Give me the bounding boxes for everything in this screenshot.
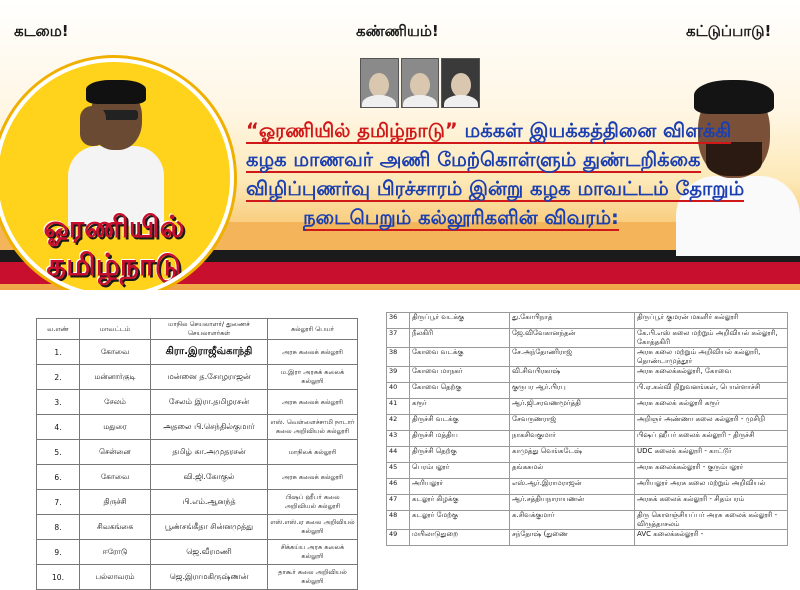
cell-serial: 6. <box>37 465 80 490</box>
cell-serial: 1. <box>37 340 80 365</box>
cell-serial: 38 <box>387 348 410 367</box>
headline-line3: விழிப்புணர்வு பிரச்சாரம் இன்று கழக மாவட்டம் தோறும் <box>246 177 745 200</box>
cell-district: கோவை <box>80 465 151 490</box>
cell-serial: 46 <box>387 479 410 495</box>
cell-serial: 3. <box>37 390 80 415</box>
table-row <box>387 399 788 415</box>
cell-college: பிஷப் ஹீபர் கலை அறிவியல் கல்லூரி <box>268 490 358 515</box>
cell-district: மதுரை <box>80 415 151 440</box>
cell-serial: 48 <box>387 511 410 530</box>
cell-college: எஸ். வெள்ளைச்சாமி நாடார் கலை அறிவியல் கல்லூரி <box>268 415 358 440</box>
cell-district: திருச்சி <box>80 490 151 515</box>
col-header-district: மாவட்டம் <box>80 319 151 340</box>
cell-serial: 8. <box>37 515 80 540</box>
cell-district: கோவை வடக்கு <box>410 348 510 367</box>
cell-serial: 37 <box>387 329 410 348</box>
cell-secretary: காமுத்து வெங்கடேஷ் <box>510 447 635 463</box>
cell-secretary: வி.சிவபிரகாஷ் <box>510 367 635 383</box>
cell-serial: 36 <box>387 313 410 329</box>
cell-college: AVC கலைக்கல்லூரி - <box>635 530 788 546</box>
cell-secretary: குருபர ஆர்.பிரபு <box>510 383 635 399</box>
cell-secretary: தங்கசுமல் <box>510 463 635 479</box>
cell-district: சென்னை <box>80 440 151 465</box>
cell-college: கே.பி.எஸ் கலை மற்றும் அறிவியல் கல்லூரி, கோத்தகிரி <box>635 329 788 348</box>
cell-secretary: தமிழ் கா.அமுதரசன் <box>151 440 268 465</box>
table-row <box>387 415 788 431</box>
cell-district: திருச்சி வடக்கு <box>410 415 510 431</box>
logo-text-line2: தமிழ்நாடு <box>46 248 182 283</box>
cell-serial: 40 <box>387 383 410 399</box>
cell-college: சிக்கய்ய அரசு கலைக் கல்லூரி <box>268 540 358 565</box>
cell-secretary: ஜே.விவேகானந்தன் <box>510 329 635 348</box>
cell-college: அரசுக் கலைக் கல்லூரி - சிதம்பரம் <box>635 495 788 511</box>
table-row <box>387 348 788 367</box>
leader-photo-left <box>56 80 176 220</box>
table-row <box>387 479 788 495</box>
cell-secretary: சந்தோஷ் (துணை <box>510 530 635 546</box>
cell-college: அரசு கலைக்கல்லூரி - குரும்பலூர் <box>635 463 788 479</box>
table-row <box>37 540 358 565</box>
table-row <box>37 490 358 515</box>
cell-district: ஈரோடு <box>80 540 151 565</box>
table-row <box>37 565 358 590</box>
slogan-discipline: கட்டுப்பாடு! <box>686 22 772 40</box>
cell-secretary: ஜெ.இராமகிருஷ்ணன் <box>151 565 268 590</box>
college-tables <box>0 300 800 585</box>
cell-district: நீலகிரி <box>410 329 510 348</box>
col-header-serial: வ.எண் <box>37 319 80 340</box>
cell-district: பல்லாவரம் <box>80 565 151 590</box>
slogan-dignity: கண்ணியம்! <box>356 22 439 40</box>
cell-secretary: சேவருணராஜ் <box>510 415 635 431</box>
cell-college: பிஷப் ஹீபர் கலைக் கல்லூரி - திருச்சி <box>635 431 788 447</box>
leaders-photo-strip <box>360 58 480 108</box>
cell-district: கோவை <box>80 340 151 365</box>
header-banner <box>0 0 800 290</box>
cell-college: அரசு கலைக்கல்லூரி, கோவை <box>635 367 788 383</box>
table-row <box>387 329 788 348</box>
cell-serial: 5. <box>37 440 80 465</box>
cell-secretary: நாகசிவகுமார் <box>510 431 635 447</box>
cell-district: கடலூர் மேற்கு <box>410 511 510 530</box>
table-row <box>37 440 358 465</box>
cell-secretary: கிரா.இராஜீவ்காந்தி <box>151 340 268 365</box>
cell-college: மாநிலக் கல்லூரி <box>268 440 358 465</box>
cell-serial: 39 <box>387 367 410 383</box>
table-row <box>37 515 358 540</box>
cell-serial: 2. <box>37 365 80 390</box>
cell-college: அரசு கலைக் கல்லூரி <box>268 340 358 365</box>
table-row <box>387 367 788 383</box>
college-table-right <box>386 312 788 546</box>
headline-quote: “ஓரணியில் தமிழ்நாடு” <box>246 119 458 142</box>
col-header-college: கல்லூரி பெயர் <box>268 319 358 340</box>
cell-district: கரூர் <box>410 399 510 415</box>
cell-serial: 45 <box>387 463 410 479</box>
cell-secretary: து.கோபிநாத் <box>510 313 635 329</box>
table-row <box>387 495 788 511</box>
cell-secretary: வி.ஜி.கோகுல் <box>151 465 268 490</box>
leader-portrait-3 <box>441 58 480 108</box>
cell-secretary: சேலம் இரா.தமிழரசன் <box>151 390 268 415</box>
cell-college: அரசு கலைக் கல்லூரி <box>268 465 358 490</box>
cell-college: பி.ஏ.கல்வி நிறுவனங்கள், பொள்ளாச்சி <box>635 383 788 399</box>
cell-college: திரு கொளஞ்சியப்பர் அரசு கலைக் கல்லூரி - விருத்தாசலம் <box>635 511 788 530</box>
table-row <box>387 511 788 530</box>
cell-serial: 42 <box>387 415 410 431</box>
cell-secretary: பூண்சங்கீதா சின்னமுத்து <box>151 515 268 540</box>
cell-secretary: ஜெ.வீரமணி <box>151 540 268 565</box>
table-row <box>387 313 788 329</box>
cell-secretary: ஆர்.ஜி.சரவணமூர்த்தி <box>510 399 635 415</box>
table-row <box>387 431 788 447</box>
logo-text-line1: ஓரணியில் <box>43 210 185 245</box>
cell-district: பெரம்பலூர் <box>410 463 510 479</box>
cell-secretary: எஸ்.ஆர்.இராமராஜன் <box>510 479 635 495</box>
cell-serial: 4. <box>37 415 80 440</box>
raised-fist <box>80 106 106 146</box>
cell-college: அரசு கலைக் கல்லூரி <box>268 390 358 415</box>
headline-line1: மக்கள் இயக்கத்தினை விளக்கி <box>457 119 732 142</box>
cell-college: அரியலூர் அரசு கலை மற்றும் அறிவியல் <box>635 479 788 495</box>
table-row <box>387 383 788 399</box>
cell-serial: 44 <box>387 447 410 463</box>
table-row <box>387 530 788 546</box>
table-row <box>37 390 358 415</box>
table-row <box>387 447 788 463</box>
cell-college: அறிஞர் அண்ணா கலை கல்லூரி - முசிறி <box>635 415 788 431</box>
cell-district: சிவகங்கை <box>80 515 151 540</box>
cell-secretary: ஆர்.சத்தியநாராயணன் <box>510 495 635 511</box>
cell-serial: 43 <box>387 431 410 447</box>
cell-secretary: க.சிவக்குமார் <box>510 511 635 530</box>
cell-college: திருப்பூர் குமரன் மகளிர் கல்லூரி <box>635 313 788 329</box>
cell-district: மன்னார்குடி <box>80 365 151 390</box>
headline <box>246 116 745 232</box>
table-row <box>37 465 358 490</box>
college-table-left <box>36 318 358 590</box>
table-row <box>37 340 358 365</box>
cell-college: தாகூர் கலை அறிவியல் கல்லூரி <box>268 565 358 590</box>
cell-district: திருப்பூர் வடக்கு <box>410 313 510 329</box>
cell-district: அரியலூர் <box>410 479 510 495</box>
cell-serial: 47 <box>387 495 410 511</box>
slogan-duty: கடமை! <box>14 22 69 40</box>
cell-district: திருச்சி மத்திய <box>410 431 510 447</box>
cell-district: மயிலாடுதுறை <box>410 530 510 546</box>
col-header-secretary: மாநில செயலாளர்/ துணைச் செயலாளர்கள் <box>151 319 268 340</box>
cell-serial: 41 <box>387 399 410 415</box>
table-row <box>37 365 358 390</box>
cell-serial: 10. <box>37 565 80 590</box>
headline-line2: கழக மாணவர் அணி மேற்கொள்ளும் துண்டறிக்கை <box>246 148 701 171</box>
cell-college: UDC கலைக் கல்லூரி - காட்டூர் <box>635 447 788 463</box>
cell-college: எஸ்.எஸ்.ஏ கலை அறிவியல் கல்லூரி <box>268 515 358 540</box>
cell-serial: 7. <box>37 490 80 515</box>
cell-college: அரசு கலை மற்றும் அறிவியல் கல்லூரி, தொண்டாமுத்தூர் <box>635 348 788 367</box>
table-row <box>37 415 358 440</box>
cell-serial: 9. <box>37 540 80 565</box>
campaign-logo-circle <box>0 58 234 290</box>
cell-secretary: சே.அந்தோணிராஜ் <box>510 348 635 367</box>
cell-college: ம.இரா அரசுக் கலைக் கல்லூரி <box>268 365 358 390</box>
leader-portrait-1 <box>360 58 399 108</box>
cell-college: அரசு கலைக் கல்லூரி கரூர் <box>635 399 788 415</box>
cell-district: கடலூர் கிழக்கு <box>410 495 510 511</box>
cell-secretary: அதலை பி.செந்தில்குமார் <box>151 415 268 440</box>
leader-portrait-2 <box>401 58 440 108</box>
table-header-row <box>37 319 358 340</box>
cell-district: சேலம் <box>80 390 151 415</box>
cell-serial: 49 <box>387 530 410 546</box>
cell-district: திருச்சி தெற்கு <box>410 447 510 463</box>
table-row <box>387 463 788 479</box>
cell-secretary: மன்னை த.சோழராஜன் <box>151 365 268 390</box>
cell-district: கோவை தெற்கு <box>410 383 510 399</box>
headline-line4: நடைபெறும் கல்லூரிகளின் விவரம்: <box>303 206 619 229</box>
cell-secretary: பி.எம்.ஆனந்த் <box>151 490 268 515</box>
cell-district: கோவை மாநகர் <box>410 367 510 383</box>
